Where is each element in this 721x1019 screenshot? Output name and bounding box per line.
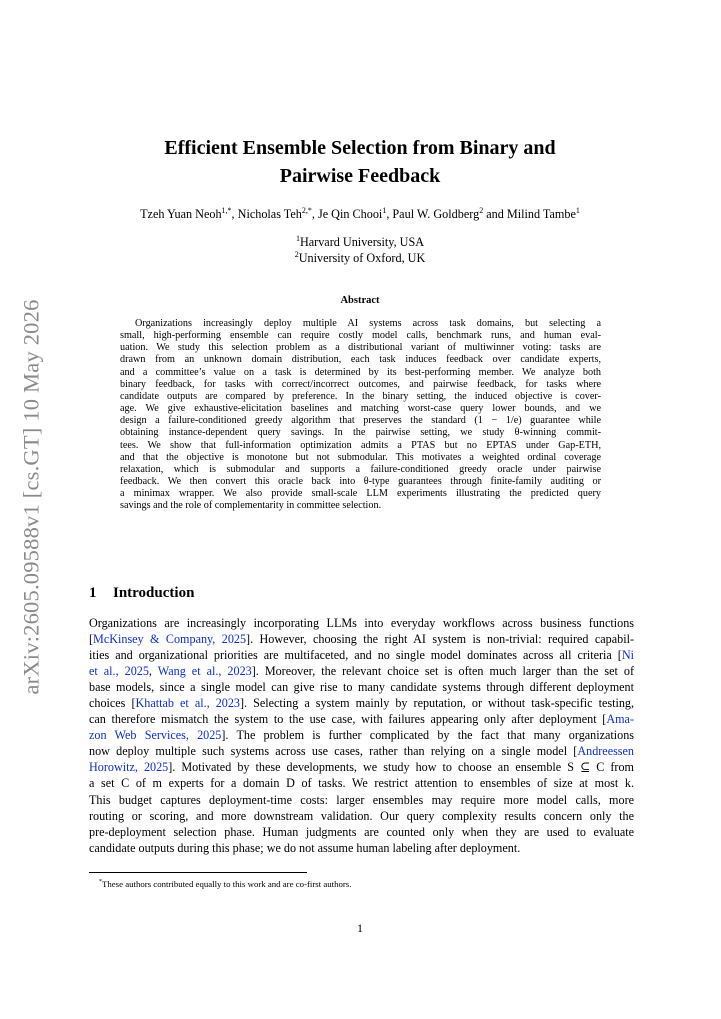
author-affiliation-mark: 2 bbox=[479, 205, 484, 215]
intro-line: zon Web Services, 2025]. The problem is further complicated by the fact that many organizations bbox=[89, 728, 634, 743]
affiliation-name: Harvard University, USA bbox=[299, 235, 425, 249]
author-name: Tzeh Yuan Neoh bbox=[140, 207, 222, 221]
intro-line: choices [Khattab et al., 2023]. Selecting a system mainly by reputation, or without task-specific testing, bbox=[89, 696, 635, 711]
intro-line: pre-deployment selection phase. Human judgments are counted only when they are used to evaluate bbox=[89, 824, 634, 839]
author-name: Paul W. Goldberg bbox=[392, 207, 480, 221]
intro-line: routing or scoring, and more downstream validation. Our query complexity results concern only the bbox=[89, 808, 634, 823]
abstract-line: small, high-performing ensemble can require costly model calls, benchmark runs, and human eval- bbox=[120, 330, 601, 342]
author-affiliation-mark: 1,* bbox=[221, 205, 232, 215]
intro-line: [McKinsey & Company, 2025]. However, choosing the right AI system is non-trivial: required capabil- bbox=[89, 632, 634, 647]
abstract-body bbox=[120, 318, 601, 513]
author bbox=[392, 207, 483, 221]
introduction-paragraph bbox=[89, 615, 634, 856]
author-affiliation-mark: 2,* bbox=[301, 205, 312, 215]
abstract-heading: Abstract bbox=[340, 295, 380, 306]
intro-line: This budget captures deployment-time costs: larger ensembles may require more model calls, more bbox=[89, 792, 634, 807]
abstract-line: age. We give exhaustive-elicitation baselines and matching worst-case query lower bounds, and we bbox=[120, 403, 601, 415]
author-name: Nicholas Teh bbox=[237, 207, 302, 221]
section-title: Introduction bbox=[113, 585, 195, 601]
abstract-line: drawn from an unknown domain distribution, each task induces feedback over candidate experts, bbox=[120, 354, 601, 366]
author-separator: and bbox=[483, 207, 507, 221]
paper-title-line-2: Pairwise Feedback bbox=[279, 165, 441, 187]
footnote-rule bbox=[89, 872, 307, 873]
paper-title bbox=[130, 134, 590, 190]
abstract-line: relaxation, which is submodular and supports a failure-conditioned greedy oracle under pairwise bbox=[120, 463, 601, 475]
affiliation-mark: 1 bbox=[295, 233, 300, 243]
citation-link[interactable]: Horowitz, 2025 bbox=[89, 760, 169, 775]
abstract-line: savings and the role of complementarity in committee selection. bbox=[120, 500, 382, 512]
abstract-line: tees. We show that full-information optimization admits a PTAS but no EPTAS under Gap-ETH, bbox=[120, 439, 601, 451]
author-affiliation-mark: 1 bbox=[382, 205, 387, 215]
intro-line: base models, since a single model can give rise to many candidate systems through different deployment bbox=[89, 680, 634, 695]
abstract-line: binary feedback, for tasks with correct/incorrect outcomes, and pairwise feedback, for tasks where bbox=[120, 378, 601, 390]
arxiv-identifier-text: arXiv:2605.09588v1 [cs.GT] 10 May 2026 bbox=[19, 299, 45, 695]
page-number: 1 bbox=[357, 921, 363, 935]
citation-link[interactable]: Khattab et al., 2023 bbox=[135, 696, 240, 711]
citation-link[interactable]: zon Web Services, 2025 bbox=[89, 728, 222, 743]
abstract-line: a minimax wrapper. We also provide small-scale LLM experiments illustrating the predicted query bbox=[120, 488, 601, 500]
intro-line: can therefore mismatch the system to the use case, with failures appearing only after deployment [Ama- bbox=[89, 712, 634, 727]
author bbox=[507, 207, 580, 221]
citation-link[interactable]: Ama- bbox=[606, 712, 634, 727]
abstract-line: obtaining instance-dependent query savings. In the pairwise setting, we study θ-winning commit- bbox=[120, 427, 601, 439]
citation-link[interactable]: Ni bbox=[621, 648, 634, 663]
citation-link[interactable]: Wang et al., 2023 bbox=[157, 664, 252, 679]
abstract-line: design a failure-conditioned greedy algorithm that preserves the standard (1 − 1/e) guarantee while bbox=[120, 415, 601, 427]
arxiv-identifier bbox=[17, 292, 47, 702]
abstract-line: candidate outputs are compared by preference. In the binary setting, the induced objective is cover- bbox=[120, 390, 601, 402]
author-separator: , bbox=[386, 207, 393, 221]
author-affiliation-mark: 1 bbox=[575, 205, 580, 215]
section-number: 1 bbox=[89, 585, 97, 601]
affiliation bbox=[210, 250, 510, 266]
abstract-line: and that the objective is monotone but not submodular. This motivates a weighted ordinal coverage bbox=[120, 451, 601, 463]
author-name: Milind Tambe bbox=[506, 207, 576, 221]
abstract-line: and a committee’s value on a task is determined by its best-performing member. We analyze both bbox=[120, 366, 601, 378]
affiliation-name: University of Oxford, UK bbox=[298, 251, 426, 265]
intro-line: a set C of m experts for a domain D of tasks. We restrict attention to ensembles of size at most k. bbox=[89, 776, 634, 791]
abstract-line: feedback. We then convert this oracle back into θ-type guarantees through finite-family auditing or bbox=[120, 476, 601, 488]
author bbox=[318, 207, 386, 221]
footnote bbox=[99, 876, 619, 890]
intro-line: Organizations are increasingly incorporating LLMs into everyday workflows across business functions bbox=[89, 616, 634, 630]
citation-link[interactable]: et al., 2025 bbox=[89, 664, 149, 679]
author bbox=[140, 207, 231, 221]
abstract-line: Organizations increasingly deploy multiple AI systems across task domains, but selecting a bbox=[135, 318, 601, 329]
affiliation-mark: 2 bbox=[294, 249, 299, 259]
abstract-line: uation. We study this selection problem as a distributional variant of multiwinner voting: tasks are bbox=[120, 342, 601, 354]
intro-line: now deploy multiple such systems across use cases, rather than relying on a single model [Andreessen bbox=[89, 744, 634, 759]
citation-link[interactable]: McKinsey & Company, 2025 bbox=[93, 632, 247, 647]
affiliation bbox=[210, 234, 510, 250]
intro-line: ities and organizational priorities are multifaceted, and no single model dominates across all criteria [Ni bbox=[89, 648, 634, 663]
section-heading bbox=[89, 583, 489, 603]
paper-title-line-1: Efficient Ensemble Selection from Binary and bbox=[164, 137, 556, 159]
author-list bbox=[60, 206, 660, 222]
affiliation-list bbox=[210, 234, 510, 266]
author-separator: , bbox=[311, 207, 318, 221]
footnote-mark: * bbox=[99, 879, 102, 885]
footnote-text: These authors contributed equally to this work and are co-first authors. bbox=[102, 878, 352, 889]
author-separator: , bbox=[231, 207, 238, 221]
author bbox=[238, 207, 312, 221]
author-name: Je Qin Chooi bbox=[317, 207, 383, 221]
intro-line: Horowitz, 2025]. Motivated by these developments, we study how to choose an ensemble S ⊆ C from bbox=[89, 760, 634, 775]
intro-line: et al., 2025, Wang et al., 2023]. Moreover, the relevant choice set is often much larger than the set of bbox=[89, 664, 634, 679]
intro-line: candidate outputs during this phase; we do not assume human labeling after deployment. bbox=[89, 840, 521, 855]
citation-link[interactable]: Andreessen bbox=[577, 744, 634, 759]
